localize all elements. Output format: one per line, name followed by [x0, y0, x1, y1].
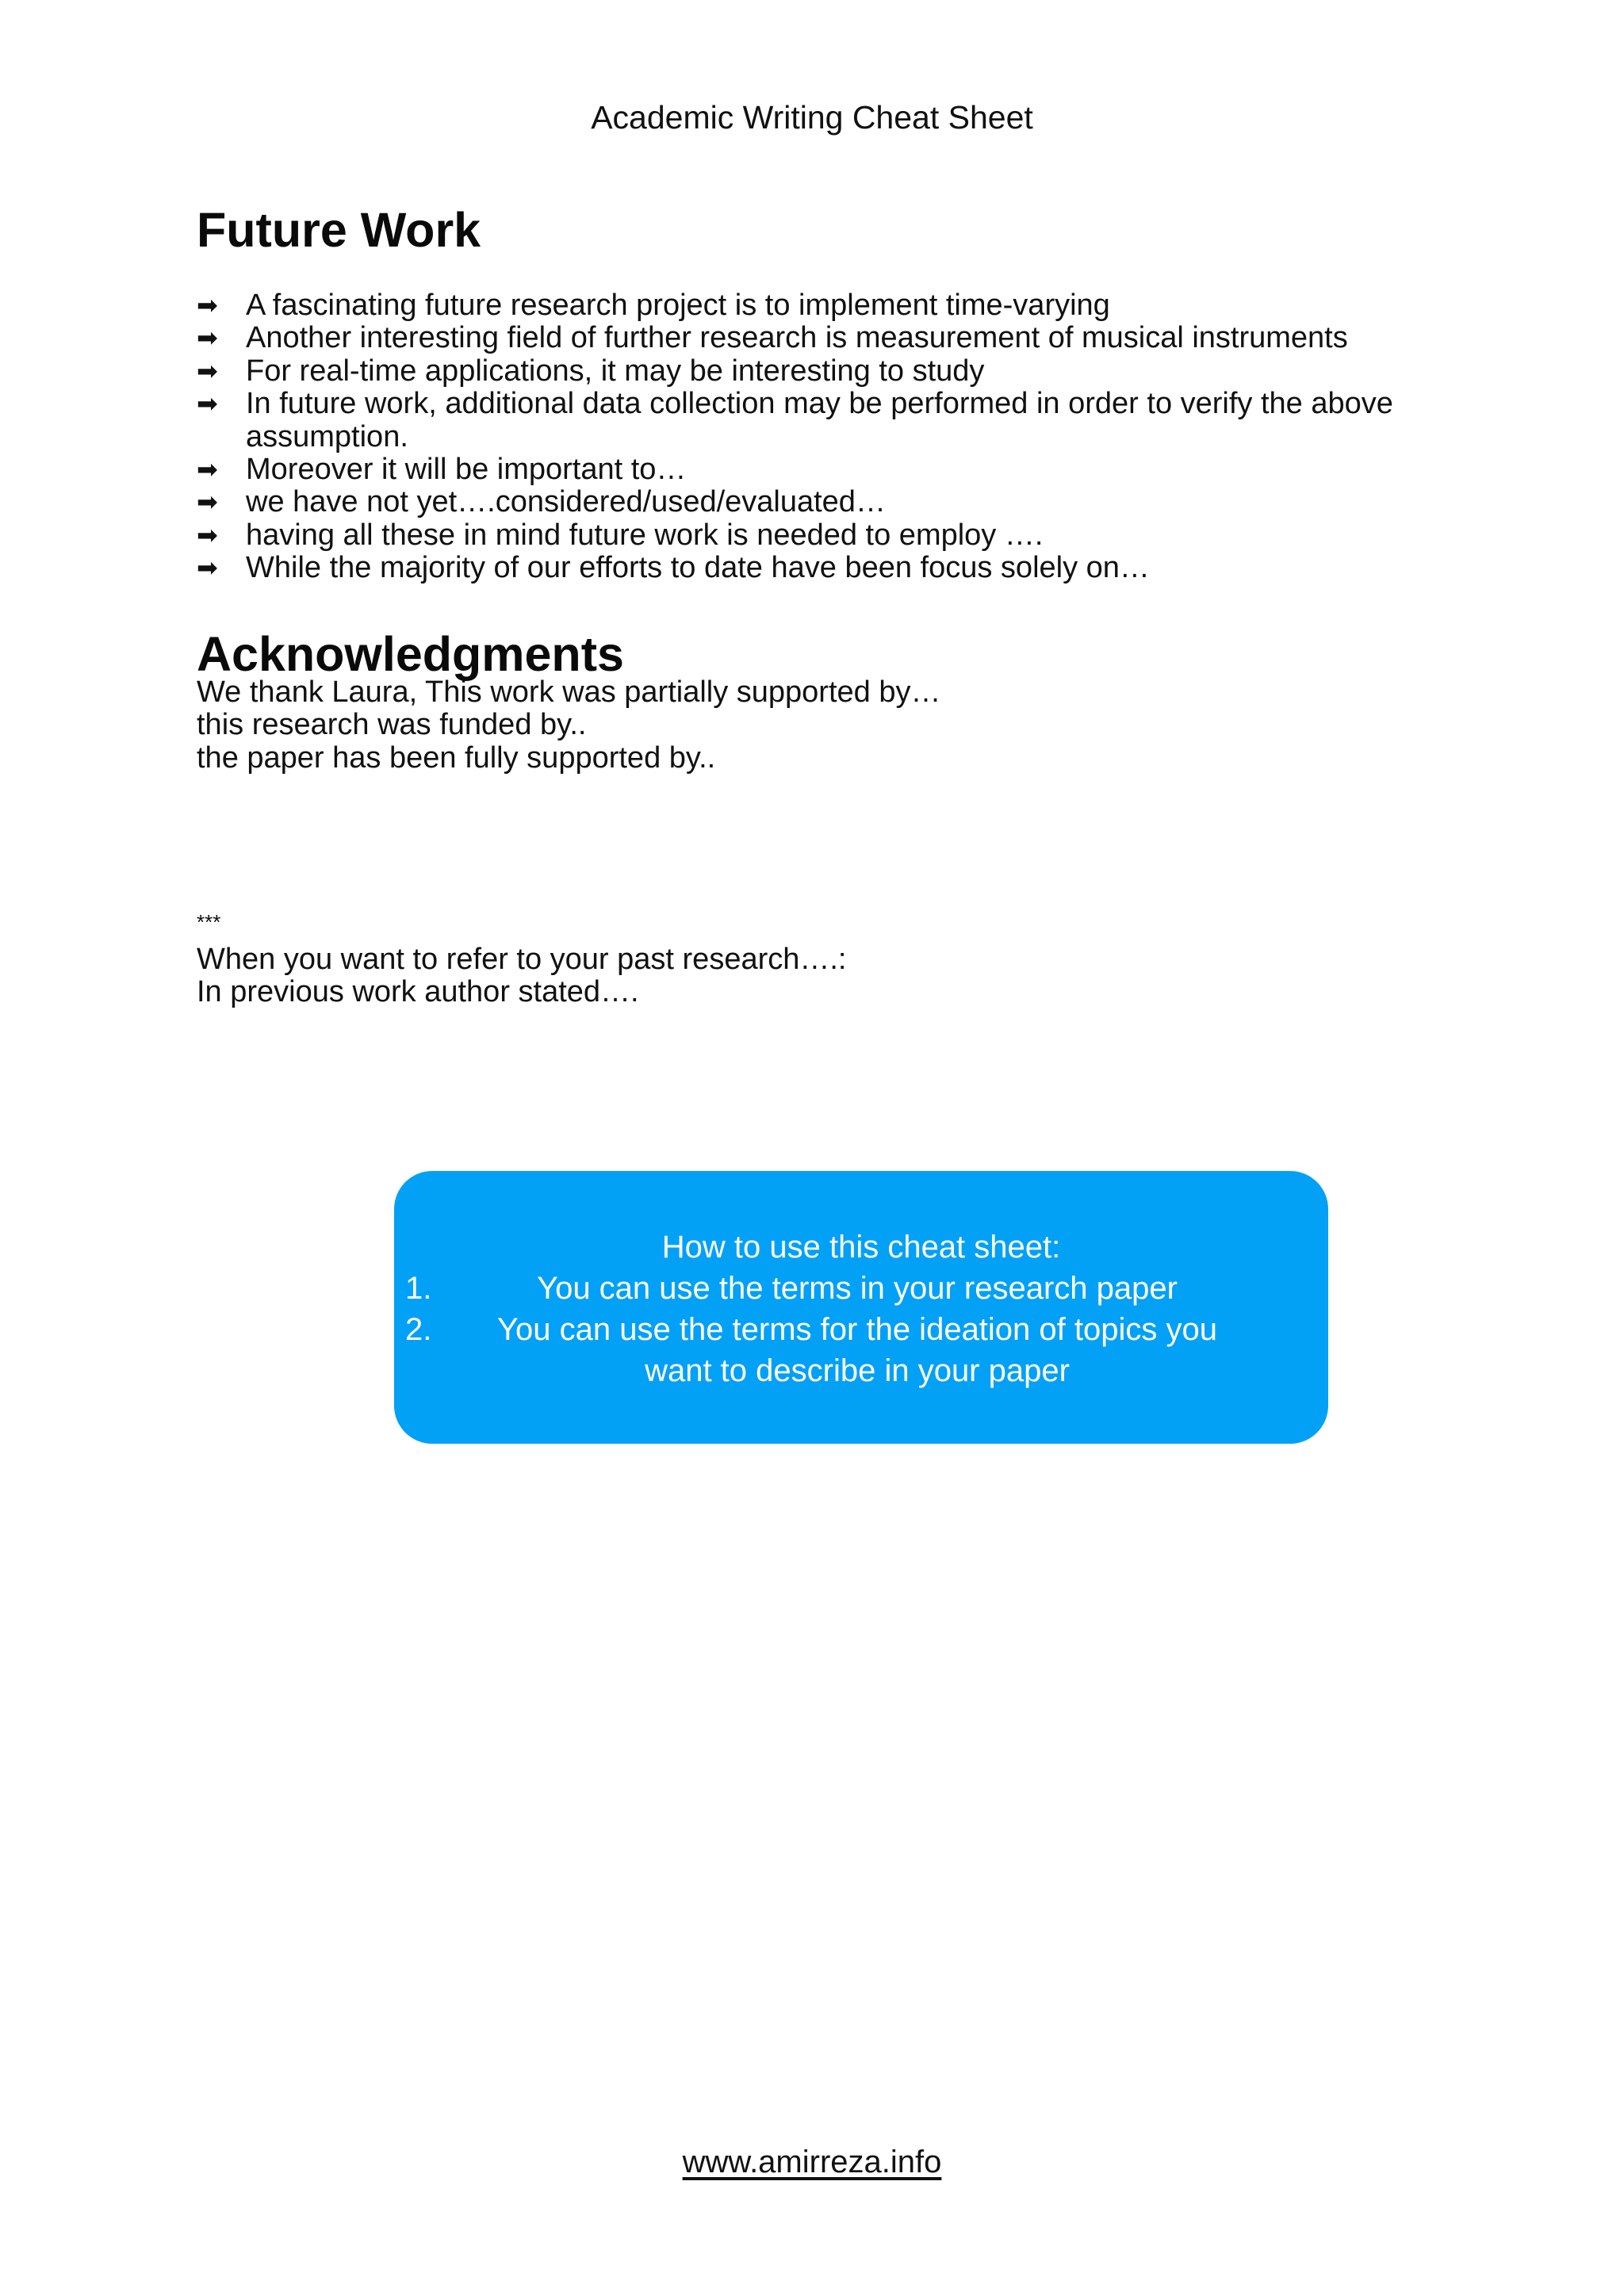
list-item-text: having all these in mind future work is needed to employ …. [246, 518, 1044, 552]
right-arrow-icon: ➡ [197, 553, 218, 583]
list-item-text: For real-time applications, it may be interesting to study [246, 354, 985, 388]
right-arrow-icon: ➡ [197, 356, 218, 385]
right-arrow-icon: ➡ [197, 323, 218, 353]
list-item [197, 289, 1434, 322]
item-text: You can use the terms in your research paper [537, 1271, 1178, 1306]
list-item [197, 453, 1434, 486]
acknowledgments-line: the paper has been fully supported by.. [197, 740, 716, 775]
past-research-text [197, 943, 847, 1009]
website-link[interactable]: www.amirreza.info [682, 2145, 942, 2179]
acknowledgments-line: this research was funded by.. [197, 708, 587, 742]
item-number: 2. [405, 1312, 432, 1347]
how-to-use-heading: How to use this cheat sheet: [661, 1230, 1061, 1265]
right-arrow-icon: ➡ [197, 488, 218, 517]
right-arrow-icon: ➡ [197, 455, 218, 484]
acknowledgments-line: We thank Laura, This work was partially supported by… [197, 675, 941, 709]
list-item [197, 519, 1434, 552]
acknowledgments-text [197, 676, 940, 775]
list-item [197, 388, 1434, 453]
how-to-use-box [394, 1171, 1328, 1444]
list-item-text: While the majority of our efforts to date have been focus solely on… [246, 551, 1150, 585]
right-arrow-icon: ➡ [197, 520, 218, 549]
list-item-text: Moreover it will be important to… [246, 453, 687, 487]
list-item-text: In future work, additional data collection may be performed in order to verify the above assumption. [246, 387, 1393, 453]
future-work-heading: Future Work [197, 203, 481, 257]
future-work-list [197, 289, 1434, 585]
list-item [197, 486, 1434, 519]
list-item-text: we have not yet….considered/used/evaluated… [246, 485, 886, 519]
acknowledgments-heading: Acknowledgments [197, 627, 624, 681]
list-item [197, 552, 1434, 584]
list-item-text: Another interesting field of further research is measurement of musical instruments [246, 321, 1348, 355]
past-research-line: When you want to refer to your past research….: [197, 943, 847, 976]
past-research-line: In previous work author stated…. [197, 975, 639, 1009]
list-item [197, 355, 1434, 388]
item-number: 1. [405, 1271, 432, 1306]
list-item-text: A fascinating future research project is to implement time-varying [246, 289, 1110, 322]
right-arrow-icon: ➡ [197, 291, 218, 320]
page-header-title: Academic Writing Cheat Sheet [591, 99, 1033, 136]
separator-stars: *** [197, 910, 221, 934]
list-item [197, 322, 1434, 354]
right-arrow-icon: ➡ [197, 389, 218, 419]
item-text: You can use the terms for the ideation of topics you want to describe in your paper [497, 1312, 1217, 1388]
